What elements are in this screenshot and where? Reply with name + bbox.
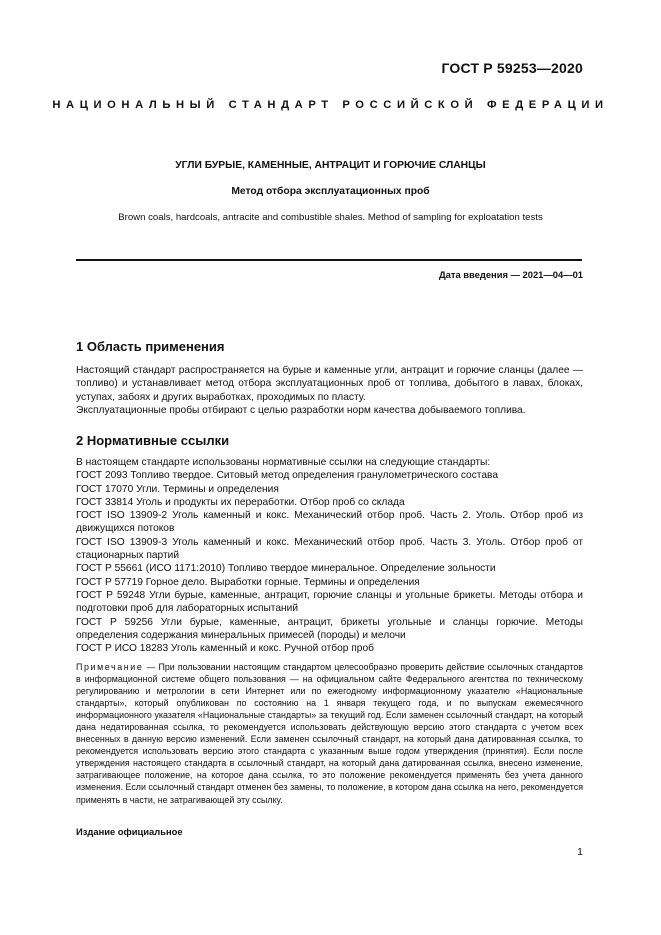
- note-text: — При пользовании настоящим стандартом целесообразно проверить действие ссылочных стандартов в информационной системе общего пользования — на официальном сайте Федерального агентства по техническому регулированию и метрологии в сети Интернет или по ежегодному информационному указателю «Национальные стандарты», который опубликован по состоянию на 1 января текущего года, и по выпускам ежемесячного информационного указателя «Национальные стандарты» за текущий год. Если заменен ссылочный стандарт, на который дана недатированная ссылка, то рекомендуется использовать действующую версию этого стандарта с учетом всех внесенных в данную версию изменений. Если заменен ссылочный стандарт, на который дана датированная ссылка, то рекомендуется использовать версию этого стандарта с указанным выше годом утверждения (принятия). Если после утверждения настоящего стандарта в ссылочный стандарт, на который дана датированная ссылка, внесено изменение, затрагивающее положение, на которое дана ссылка, то это положение рекомендуется применять без учета данного изменения. Если ссылочный стандарт отменен без замены, то положение, в котором дана ссылка на него, рекомендуется применять в части, не затрагивающей эту ссылку.: [76, 662, 583, 805]
- note-block: [76, 661, 583, 806]
- page-number: 1: [577, 846, 583, 858]
- document-title: УГЛИ БУРЫЕ, КАМЕННЫЕ, АНТРАЦИТ И ГОРЮЧИЕ СЛАНЦЫ: [175, 160, 486, 171]
- reference-item: ГОСТ Р 55661 (ИСО 1171:2010) Топливо твердое минеральное. Определение зольности: [76, 563, 496, 575]
- section-2-body: [76, 456, 583, 655]
- introduction-date: Дата введения — 2021—04—01: [438, 269, 583, 280]
- national-standard-heading: НАЦИОНАЛЬНЫЙ СТАНДАРТ РОССИЙСКОЙ ФЕДЕРАЦИИ: [52, 99, 609, 111]
- document-title-english: Brown coals, hardcoals, antracite and combustible shales. Method of sampling for exploatation tests: [118, 212, 543, 223]
- reference-item: ГОСТ Р 57719 Горное дело. Выработки горные. Термины и определения: [76, 576, 420, 588]
- document-number: ГОСТ Р 59253—2020: [441, 60, 583, 76]
- reference-item: ГОСТ 17070 Угли. Термины и определения: [76, 483, 279, 495]
- reference-item: ГОСТ ISO 13909-3 Уголь каменный и кокс. Механический отбор проб. Часть 3. Уголь. Отбор проб от стационарных партий: [76, 536, 583, 562]
- paragraph: Эксплуатационные пробы отбирают с целью разработки норм качества добываемого топлива.: [76, 404, 526, 416]
- official-edition-label: Издание официальное: [76, 826, 183, 837]
- paragraph: В настоящем стандарте использованы нормативные ссылки на следующие стандарты:: [76, 457, 491, 468]
- reference-item: ГОСТ Р 59248 Угли бурые, каменные, антрацит, горючие сланцы и угольные брикеты. Методы отбора и подготовки проб для лабораторных испытаний: [76, 589, 583, 615]
- paragraph: Настоящий стандарт распространяется на бурые и каменные угли, антрацит и горючие сланцы (далее — топливо) и устанавливает метод отбора эксплуатационных проб от топлива, добытого в лавах, блоках, уступах, забоях и других выработках, проходимых по пласту.: [76, 365, 583, 403]
- reference-item: ГОСТ Р ИСО 18283 Уголь каменный и кокс. Ручной отбор проб: [76, 643, 374, 655]
- reference-item: ГОСТ 33814 Уголь и продукты их переработки. Отбор проб со склада: [76, 496, 405, 508]
- reference-item: ГОСТ Р 59256 Угли бурые, каменные, антрацит, брикеты угольные и сланцы горючие. Методы определения содержания минеральных примесей (породы) и мелочи: [76, 616, 583, 641]
- section-2-heading: 2 Нормативные ссылки: [76, 433, 230, 448]
- section-1-heading: 1 Область применения: [76, 339, 225, 354]
- document-subtitle: Метод отбора эксплуатационных проб: [231, 186, 430, 197]
- section-1-body: [76, 364, 583, 417]
- reference-item: ГОСТ 2093 Топливо твердое. Ситовый метод определения гранулометрического состава: [76, 470, 498, 482]
- note-label: Примечание: [76, 662, 144, 672]
- reference-item: ГОСТ ISO 13909-2 Уголь каменный и кокс. Механический отбор проб. Часть 2. Уголь. Отбор проб из движущихся потоков: [76, 510, 583, 535]
- title-divider: [76, 259, 582, 261]
